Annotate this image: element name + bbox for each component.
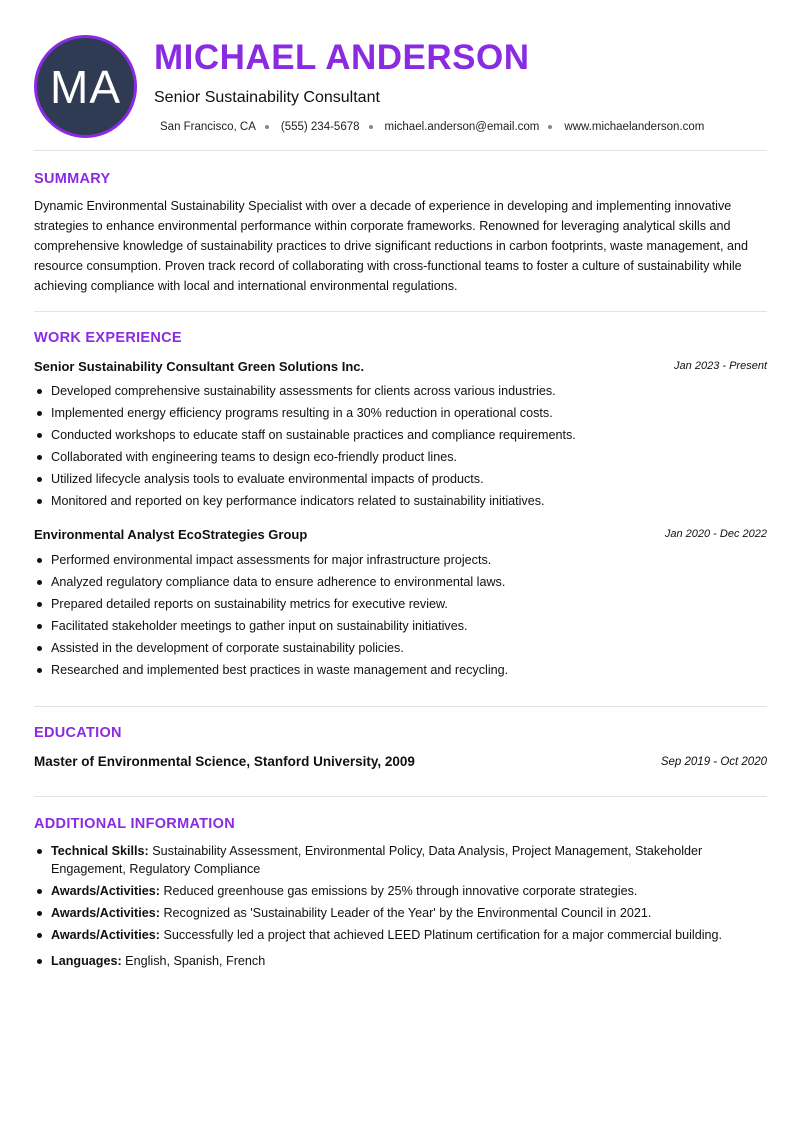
info-text: Successfully led a project that achieved LEED Platinum certification for a major commercial building. (159, 928, 723, 942)
list-item: Utilized lifecycle analysis tools to evaluate environmental impacts of products. (34, 470, 770, 492)
divider (34, 311, 767, 312)
divider (34, 150, 767, 151)
contact-location: San Francisco, CA (160, 121, 256, 133)
list-item: Monitored and reported on key performance indicators related to sustainability initiatives. (34, 492, 770, 514)
info-text: Sustainability Assessment, Environmental Policy, Data Analysis, Project Management, Stakeholder Engagement, Regulatory Compliance (51, 844, 703, 876)
list-item: Implemented energy efficiency programs resulting in a 30% reduction in operational costs. (34, 404, 770, 426)
info-label: Awards/Activities: (51, 884, 160, 898)
list-item: Developed comprehensive sustainability assessments for clients across various industries. (34, 382, 770, 404)
list-item (34, 882, 770, 900)
job-header (34, 527, 767, 545)
resume-header (0, 0, 800, 150)
candidate-name: MICHAEL ANDERSON (154, 38, 530, 77)
job-date: Jan 2020 - Dec 2022 (664, 528, 767, 540)
avatar-initials: MA (50, 60, 121, 113)
additional-info-heading: ADDITIONAL INFORMATION (34, 816, 235, 832)
divider (34, 796, 767, 797)
contact-phone: (555) 234-5678 (280, 121, 360, 133)
job-title: Senior Sustainability Consultant Green Solutions Inc. (34, 359, 365, 374)
info-label: Languages: (51, 954, 122, 968)
info-text: Recognized as 'Sustainability Leader of the Year' by the Environmental Council in 2021. (159, 906, 652, 920)
info-label: Awards/Activities: (51, 906, 160, 920)
job-bullets (34, 551, 770, 683)
job-header (34, 359, 767, 377)
list-item (34, 926, 770, 944)
list-item (34, 952, 770, 970)
list-item: Assisted in the development of corporate sustainability policies. (34, 639, 770, 661)
summary-heading: SUMMARY (34, 171, 111, 187)
info-text: Reduced greenhouse gas emissions by 25% through innovative corporate strategies. (159, 884, 638, 898)
list-item: Analyzed regulatory compliance data to ensure adherence to environmental laws. (34, 573, 770, 595)
contact-line (160, 121, 704, 133)
divider (34, 706, 767, 707)
job-bullets (34, 382, 770, 514)
separator-dot-icon (548, 125, 552, 129)
list-item: Performed environmental impact assessments for major infrastructure projects. (34, 551, 770, 573)
contact-website[interactable]: www.michaelanderson.com (564, 121, 705, 133)
info-text: English, Spanish, French (121, 954, 266, 968)
job-date: Jan 2023 - Present (674, 360, 767, 372)
work-experience-heading: WORK EXPERIENCE (34, 330, 182, 346)
avatar (34, 35, 137, 138)
summary-text: Dynamic Environmental Sustainability Specialist with over a decade of experience in developing and implementing innovative strategies to enhance environmental performance within corporate frameworks. Renowned for leveraging analytical skills and comprehensive knowledge of sustainability practices to drive significant reductions in carbon footprints, waste management, and resource consumption. Proven track record of collaborating with cross-functional teams to foster a culture of sustainability while achieving compliance with local and international environmental regulations. (34, 199, 749, 293)
list-item: Conducted workshops to educate staff on sustainable practices and compliance requirements. (34, 426, 770, 448)
separator-dot-icon (369, 125, 373, 129)
list-item: Prepared detailed reports on sustainability metrics for executive review. (34, 595, 770, 617)
list-item: Collaborated with engineering teams to design eco-friendly product lines. (34, 448, 770, 470)
info-label: Awards/Activities: (51, 928, 160, 942)
separator-dot-icon (265, 125, 269, 129)
candidate-title: Senior Sustainability Consultant (154, 89, 380, 106)
job-title: Environmental Analyst EcoStrategies Group (34, 527, 308, 542)
list-item: Facilitated stakeholder meetings to gather input on sustainability initiatives. (34, 617, 770, 639)
info-label: Technical Skills: (51, 844, 149, 858)
list-item: Researched and implemented best practices in waste management and recycling. (34, 661, 770, 683)
additional-info-list (34, 842, 770, 974)
contact-email[interactable]: michael.anderson@email.com (384, 121, 540, 133)
education-degree: Master of Environmental Science, Stanford University, 2009 (34, 754, 415, 769)
list-item (34, 904, 770, 922)
education-heading: EDUCATION (34, 725, 122, 741)
education-date: Sep 2019 - Oct 2020 (660, 756, 767, 768)
list-item (34, 842, 770, 878)
